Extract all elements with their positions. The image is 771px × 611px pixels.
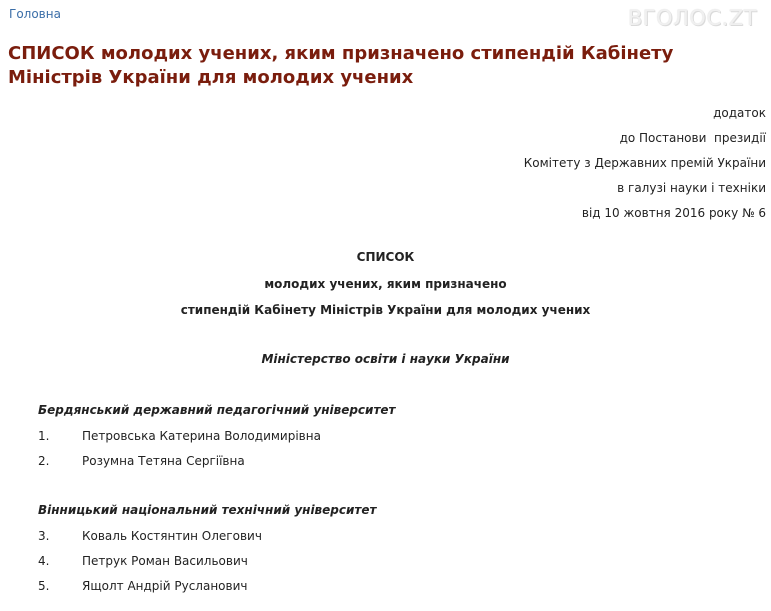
list-item-number: 3. [38,529,50,543]
list-item-number: 4. [38,554,50,568]
list-subheading: стипендій Кабінету Міністрів України для молодих учених [180,303,591,317]
list-item-name: Петровська Катерина Володимирівна [82,429,321,443]
organization-heading: Вінницький національний технічний університет [38,503,377,517]
appendix-line: до Постанови президії [619,131,766,145]
list-item-number: 1. [38,429,50,443]
list-item [38,454,245,468]
list-item-name: Ящолт Андрій Русланович [82,579,248,593]
list-item-name: Розумна Тетяна Сергіївна [82,454,245,468]
appendix-line: від 10 жовтня 2016 року № 6 [581,206,766,220]
list-subheading: молодих учених, яким призначено [264,277,507,291]
list-item-name: Петрук Роман Васильович [82,554,248,568]
ministry-heading: Міністерство освіти і науки України [261,352,510,366]
list-item-name: Коваль Костянтин Олегович [82,529,262,543]
list-item [38,429,321,443]
appendix-line: в галузі науки і техніки [617,181,766,195]
list-item-number: 2. [38,454,50,468]
list-item [38,579,247,593]
site-logo-watermark: ВГОЛОС.ZT [627,6,757,30]
page-title: СПИСОК молодих учених, яким призначено стипендій Кабінету Міністрів України для молодих учених [8,43,674,88]
appendix-block [524,101,766,226]
list-heading: СПИСОК [356,250,415,264]
list-item-number: 5. [38,579,50,593]
breadcrumb-home-link[interactable]: Головна [9,7,61,21]
appendix-line: Комітету з Державних премій України [523,156,766,170]
appendix-line: додаток [713,106,766,120]
list-item [38,529,262,543]
list-item [38,554,248,568]
organization-heading: Бердянський державний педагогічний університет [38,403,396,417]
